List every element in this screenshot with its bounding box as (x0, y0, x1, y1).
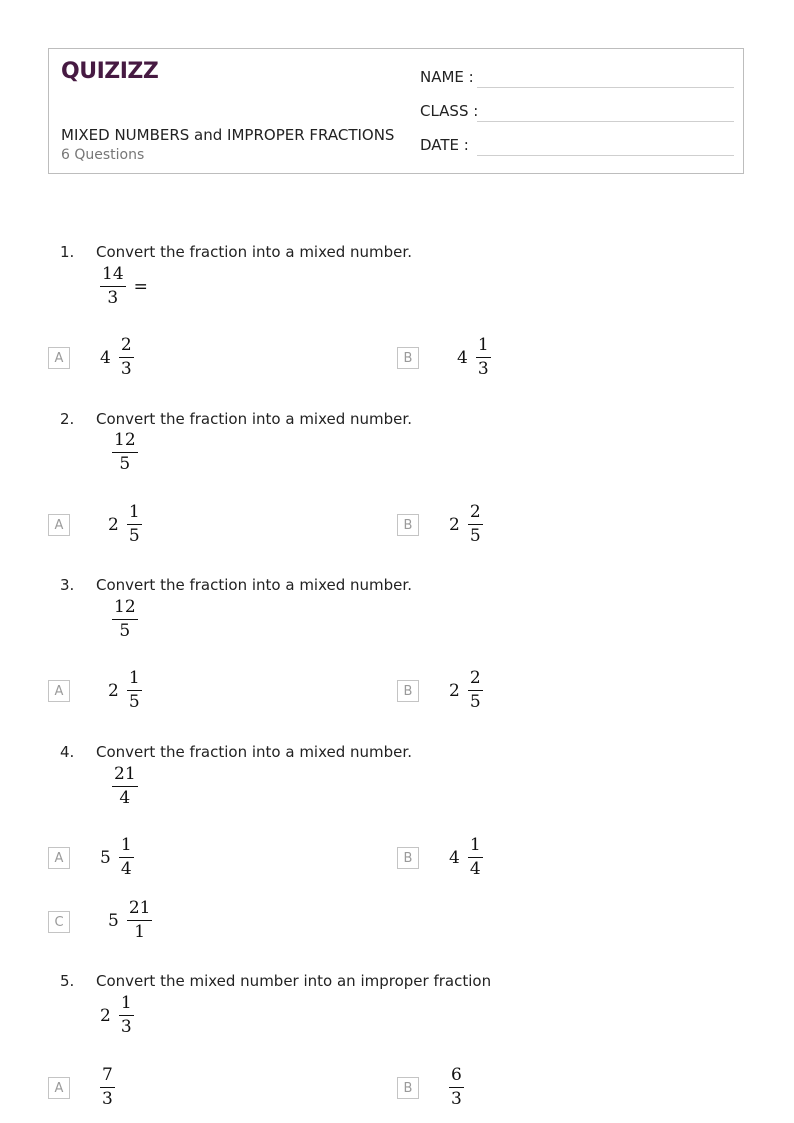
q3-option-a-value: 2 $\frac{1}{5}$ (108, 668, 140, 712)
class-line (477, 121, 734, 122)
q1-option-b-value: 4 $\frac{1}{3}$ (457, 335, 489, 379)
class-field (420, 102, 734, 124)
q3-option-a-box[interactable]: A (48, 680, 70, 702)
question-4-number: 4. (60, 743, 75, 761)
question-4-text: Convert the fraction into a mixed number. (96, 743, 412, 761)
q5-option-a-value: $\frac{7}{3}$ (102, 1065, 113, 1109)
question-3-number: 3. (60, 576, 75, 594)
q1-option-a-box[interactable]: A (48, 347, 70, 369)
worksheet-title: MIXED NUMBERS and IMPROPER FRACTIONS (61, 126, 395, 144)
q5-option-b-value: $\frac{6}{3}$ (451, 1065, 462, 1109)
question-3-text: Convert the fraction into a mixed number. (96, 576, 412, 594)
class-label: CLASS : (420, 102, 479, 120)
q3-option-b-value: 2 $\frac{2}{5}$ (449, 668, 481, 712)
question-4-expression (112, 766, 138, 807)
q4-option-c-box[interactable]: C (48, 911, 70, 933)
date-field (420, 136, 734, 158)
question-1-expression (100, 266, 148, 307)
name-field (420, 68, 734, 90)
q4-option-b-box[interactable]: B (397, 847, 419, 869)
fraction: $\frac{1}{3}$ (120, 993, 132, 1037)
q4-option-c-value: 5 $\frac{21}{1}$ (108, 898, 151, 942)
fraction: $\frac{21}{4}$ (114, 764, 136, 808)
q2-option-b-box[interactable]: B (397, 514, 419, 536)
question-2-text: Convert the fraction into a mixed number. (96, 410, 412, 428)
q1-option-a-value: 4 $\frac{2}{3}$ (100, 335, 132, 379)
worksheet-header (48, 48, 744, 174)
q4-option-a-value: 5 $\frac{1}{4}$ (100, 835, 132, 879)
equals-sign: = (133, 276, 148, 297)
date-label: DATE : (420, 136, 469, 154)
question-2-number: 2. (60, 410, 75, 428)
name-line (477, 87, 734, 88)
question-2-expression (112, 432, 138, 473)
q5-option-a-box[interactable]: A (48, 1077, 70, 1099)
q4-option-b-value: 4 $\frac{1}{4}$ (449, 835, 481, 879)
name-label: NAME : (420, 68, 474, 86)
fraction: $\frac{14}{3}$ (102, 264, 124, 308)
fraction: $\frac{12}{5}$ (114, 597, 136, 641)
q5-option-b-box[interactable]: B (397, 1077, 419, 1099)
question-count: 6 Questions (61, 147, 145, 163)
question-5-expression: 2 $\frac{1}{3}$ (100, 993, 132, 1037)
q3-option-b-box[interactable]: B (397, 680, 419, 702)
fraction: $\frac{12}{5}$ (114, 430, 136, 474)
q2-option-a-value: 2 $\frac{1}{5}$ (108, 502, 140, 546)
date-line (477, 155, 734, 156)
question-5-text: Convert the mixed number into an improper fraction (96, 972, 492, 990)
q1-option-b-box[interactable]: B (397, 347, 419, 369)
question-1-number: 1. (60, 243, 75, 261)
quizizz-logo: QUIZIZZ (61, 59, 159, 84)
q4-option-a-box[interactable]: A (48, 847, 70, 869)
q2-option-a-box[interactable]: A (48, 514, 70, 536)
question-1-text: Convert the fraction into a mixed number. (96, 243, 412, 261)
q2-option-b-value: 2 $\frac{2}{5}$ (449, 502, 481, 546)
question-3-expression (112, 599, 138, 640)
question-5-number: 5. (60, 972, 75, 990)
